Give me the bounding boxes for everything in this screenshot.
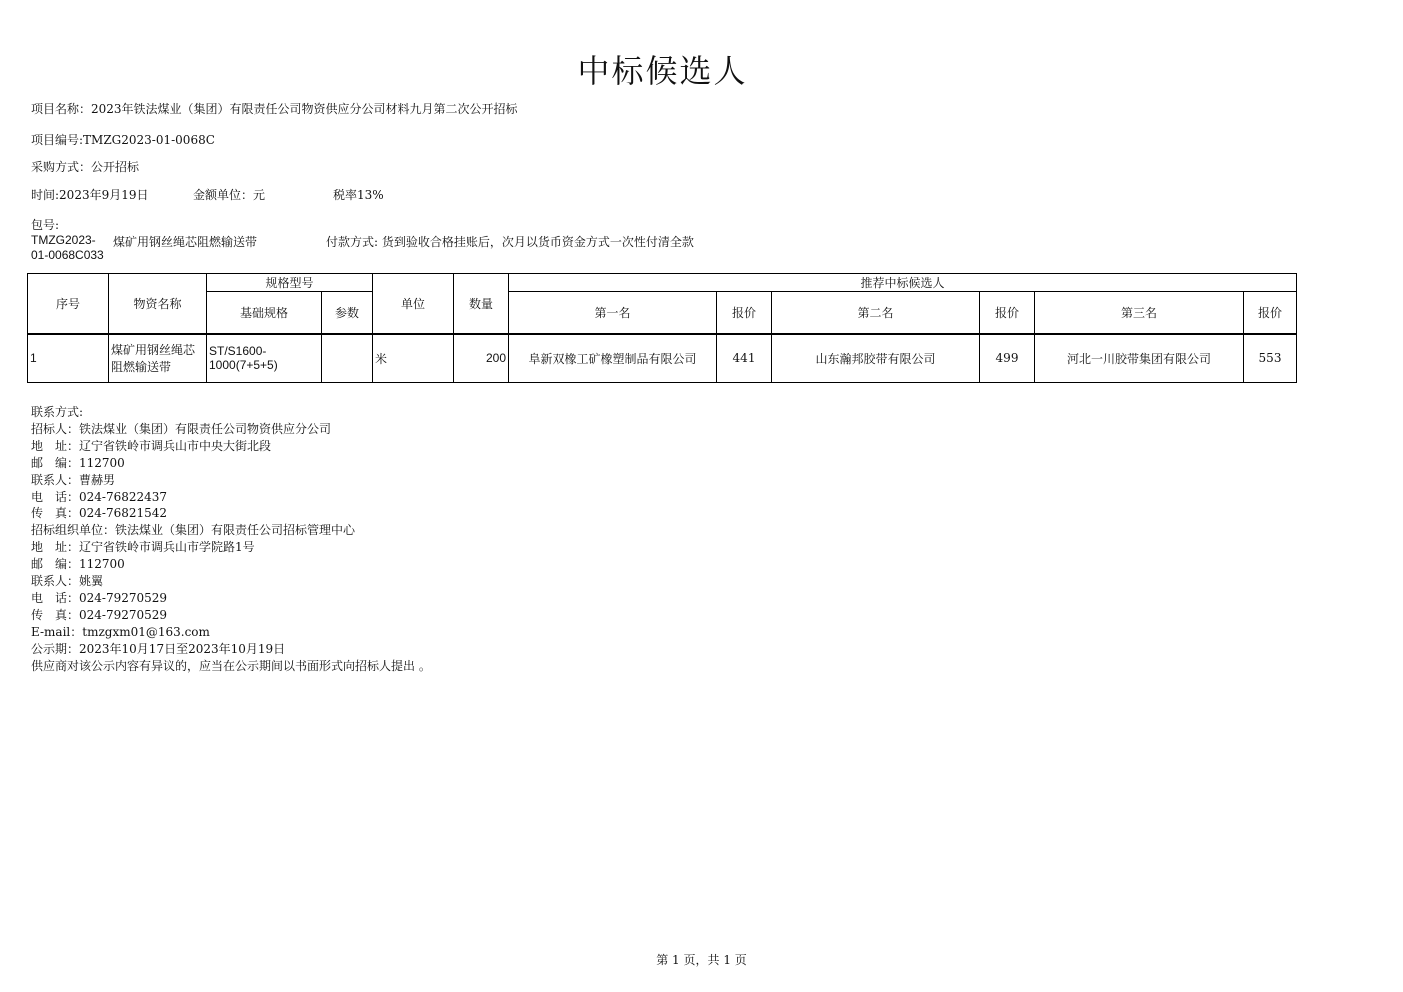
contact-line: 传 真：024-76821542 [31, 506, 168, 521]
header-price-1: 报价 [717, 292, 772, 334]
procurement-method: 采购方式：公开招标 [31, 160, 140, 174]
currency-unit: 金额单位：元 [193, 188, 266, 202]
contact-line: 地 址：辽宁省铁岭市调兵山市学院路1号 [31, 540, 255, 555]
contact-line: 地 址：辽宁省铁岭市调兵山市中央大街北段 [31, 438, 272, 453]
cell-material [109, 334, 207, 383]
page-footer: 第 1 页，共 1 页 [656, 953, 747, 967]
payment-terms: 付款方式: 货到验收合格挂账后，次月以货币资金方式一次性付清全款 [326, 235, 694, 249]
contact-line: 招标组织单位：铁法煤业（集团）有限责任公司招标管理中心 [31, 523, 356, 538]
contact-info [31, 404, 431, 675]
cell-base-spec-line1: ST/S1600- [209, 344, 267, 359]
cell-quantity: 200 [454, 334, 509, 383]
project-name: 项目名称：2023年铁法煤业（集团）有限责任公司物资供应分公司材料九月第二次公开招标 [31, 102, 518, 116]
contact-line: 传 真：024-79270529 [31, 607, 168, 622]
cell-second: 山东瀚邦胶带有限公司 [772, 334, 980, 383]
candidates-table [27, 273, 1297, 383]
package-code-line2: 01-0068C033 [31, 248, 104, 262]
contact-line: 联系方式: [31, 405, 84, 419]
table-row [28, 334, 1297, 383]
contact-line: 招标人：铁法煤业（集团）有限责任公司物资供应分公司 [31, 421, 332, 436]
header-price-3: 报价 [1244, 292, 1297, 334]
header-param: 参数 [322, 292, 373, 334]
contact-line: 联系人：曹赫男 [31, 472, 116, 487]
package-code-line1: TMZG2023- [31, 233, 96, 247]
contact-line: 联系人：姚翼 [31, 574, 104, 589]
contact-line: 电 话：024-79270529 [31, 590, 168, 605]
package-code [31, 233, 104, 263]
header-base-spec: 基础规格 [207, 292, 322, 334]
header-unit: 单位 [373, 274, 454, 334]
header-seq: 序号 [28, 274, 109, 334]
cell-material-line2: 阻燃输送带 [111, 360, 172, 375]
page-title: 中标候选人 [577, 52, 748, 90]
cell-seq: 1 [28, 334, 109, 383]
contact-line: 电 话：024-76822437 [31, 489, 168, 504]
header-material: 物资名称 [109, 274, 207, 334]
cell-first: 阜新双橡工矿橡塑制品有限公司 [509, 334, 717, 383]
date: 时间:2023年9月19日 [31, 188, 149, 202]
cell-base-spec [207, 334, 322, 383]
header-third: 第三名 [1035, 292, 1244, 334]
cell-unit: 米 [373, 334, 454, 383]
header-candidates: 推荐中标候选人 [509, 274, 1297, 292]
contact-line: 供应商对该公示内容有异议的，应当在公示期间以书面形式向招标人提出 。 [31, 658, 431, 673]
cell-base-spec-line2: 1000(7+5+5) [209, 358, 278, 373]
header-quantity: 数量 [454, 274, 509, 334]
cell-material-line1: 煤矿用钢丝绳芯 [111, 343, 196, 358]
cell-price-2: 499 [980, 334, 1035, 383]
header-first: 第一名 [509, 292, 717, 334]
header-second: 第二名 [772, 292, 980, 334]
contact-line: 邮 编：112700 [31, 557, 125, 572]
package-name: 煤矿用钢丝绳芯阻燃输送带 [113, 235, 258, 249]
package-label: 包号: [31, 218, 60, 232]
header-spec-group: 规格型号 [207, 274, 373, 292]
contact-line: 公示期：2023年10月17日至2023年10月19日 [31, 641, 286, 656]
contact-line: 邮 编：112700 [31, 455, 125, 470]
header-price-2: 报价 [980, 292, 1035, 334]
contact-line: E-mail：tmzgxm01@163.com [31, 624, 210, 639]
tax-rate: 税率13% [333, 188, 384, 202]
cell-price-1: 441 [717, 334, 772, 383]
cell-third: 河北一川胶带集团有限公司 [1035, 334, 1244, 383]
project-number: 项目编号:TMZG2023-01-0068C [31, 133, 215, 147]
cell-price-3: 553 [1244, 334, 1297, 383]
cell-param [322, 334, 373, 383]
